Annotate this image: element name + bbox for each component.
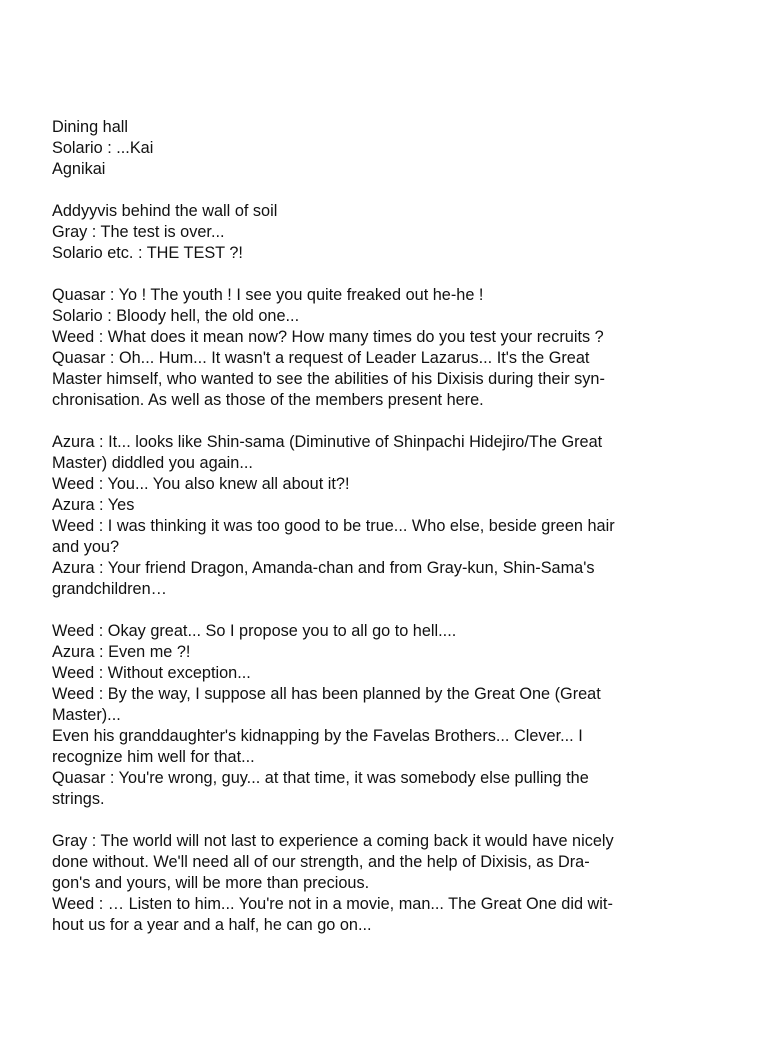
paragraph-azura-explains: [52, 432, 712, 600]
text-line: Even his granddaughter's kidnapping by the Favelas Brothers... Clever... I: [52, 727, 583, 745]
text-line: grandchildren…: [52, 580, 167, 598]
text-line: Master) diddled you again...: [52, 454, 253, 472]
text-line: Gray : The test is over...: [52, 223, 225, 241]
text-line: Azura : Even me ?!: [52, 643, 191, 661]
text-line: and you?: [52, 538, 119, 556]
text-line: Quasar : Oh... Hum... It wasn't a request of Leader Lazarus... It's the Great: [52, 349, 590, 367]
text-line: done without. We'll need all of our strength, and the help of Dixisis, as Dra-: [52, 853, 590, 871]
text-line: Weed : Okay great... So I propose you to all go to hell....: [52, 622, 457, 640]
document-page: [52, 117, 712, 957]
text-line: Solario : Bloody hell, the old one...: [52, 307, 300, 325]
text-line: Weed : By the way, I suppose all has been planned by the Great One (Great: [52, 685, 601, 703]
text-line: Weed : What does it mean now? How many times do you test your recruits ?: [52, 328, 604, 346]
text-line: Weed : I was thinking it was too good to be true... Who else, beside green hair: [52, 517, 615, 535]
paragraph-wall-of-soil: [52, 201, 712, 264]
text-line: recognize him well for that...: [52, 748, 255, 766]
text-line: Weed : … Listen to him... You're not in a movie, man... The Great One did wit-: [52, 895, 613, 913]
paragraph-dining-hall: [52, 117, 712, 180]
text-line: chronisation. As well as those of the members present here.: [52, 391, 484, 409]
text-line: Azura : Your friend Dragon, Amanda-chan and from Gray-kun, Shin-Sama's: [52, 559, 595, 577]
text-line: gon's and yours, will be more than precious.: [52, 874, 370, 892]
text-line: Quasar : You're wrong, guy... at that time, it was somebody else pulling the: [52, 769, 589, 787]
text-line: Master)...: [52, 706, 121, 724]
text-line: Master himself, who wanted to see the abilities of his Dixisis during their syn-: [52, 370, 605, 388]
text-line: Agnikai: [52, 160, 106, 178]
text-line: Quasar : Yo ! The youth ! I see you quite freaked out he-he !: [52, 286, 484, 304]
text-line: Addyyvis behind the wall of soil: [52, 202, 278, 220]
paragraph-quasar-arrives: [52, 285, 712, 411]
text-line: Azura : Yes: [52, 496, 135, 514]
text-line: Weed : Without exception...: [52, 664, 251, 682]
text-line: Azura : It... looks like Shin-sama (Diminutive of Shinpachi Hidejiro/The Great: [52, 433, 603, 451]
paragraph-weed-reacts: [52, 621, 712, 810]
text-line: hout us for a year and a half, he can go on...: [52, 916, 372, 934]
text-line: Solario : ...Kai: [52, 139, 154, 157]
text-line: Gray : The world will not last to experience a coming back it would have nicely: [52, 832, 614, 850]
text-line: Dining hall: [52, 118, 129, 136]
text-line: strings.: [52, 790, 105, 808]
text-line: Solario etc. : THE TEST ?!: [52, 244, 243, 262]
text-line: Weed : You... You also knew all about it?!: [52, 475, 350, 493]
paragraph-gray-warns: [52, 831, 712, 936]
